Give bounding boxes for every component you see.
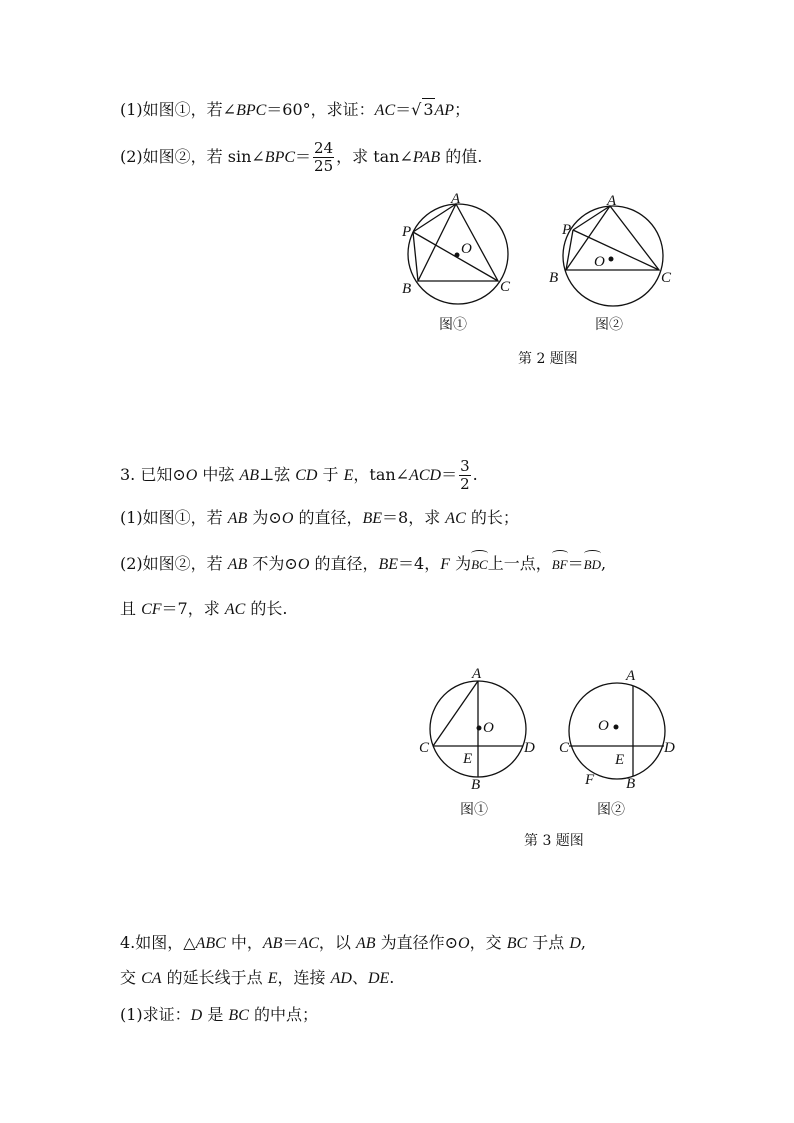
center-point	[477, 726, 482, 731]
text: ＝	[282, 933, 299, 952]
label-a: A	[451, 191, 461, 207]
q2-part1: (1)如图①，若∠BPC＝60°，求证：AC＝√ 3AP；	[120, 100, 471, 119]
text: 于	[317, 465, 344, 484]
math-var: BC	[228, 1007, 249, 1024]
text: (2)如图②，若	[120, 554, 228, 573]
q2-figure-caption: 第 2 题图	[518, 351, 578, 367]
label-c: C	[559, 740, 570, 756]
text: 的中点；	[248, 1005, 318, 1024]
label-b: B	[471, 777, 481, 793]
math-var: AB	[356, 935, 376, 952]
text: ，连接	[277, 968, 331, 987]
q2-part2	[120, 140, 482, 175]
text: ＝4，	[398, 554, 441, 573]
math-var: O	[281, 510, 294, 527]
label-e: E	[463, 751, 473, 767]
text: ，以	[318, 933, 356, 952]
segment-pb	[413, 232, 418, 281]
math-var: BPC	[236, 102, 267, 119]
denominator: 25	[314, 157, 334, 175]
text: 且	[120, 599, 142, 618]
text: 的直径，	[293, 508, 363, 527]
sqrt-radicand: 3	[423, 100, 434, 119]
text: ＝	[567, 554, 584, 573]
label-o: O	[483, 720, 494, 736]
label-c: C	[419, 740, 430, 756]
figure-caption: 图②	[595, 317, 623, 333]
text: 的长；	[465, 508, 519, 527]
math-var: BPC	[264, 149, 296, 166]
math-var: AB	[227, 556, 248, 573]
text: (1)如图①，若	[120, 508, 228, 527]
math-var: CF	[141, 601, 162, 618]
center-point	[455, 253, 460, 258]
numerator: 24	[314, 139, 334, 157]
label-a: A	[472, 666, 482, 682]
math-var: E	[267, 970, 278, 987]
arc-notation: BC	[471, 554, 488, 576]
label-p: P	[562, 222, 572, 238]
text: 上一点，	[487, 554, 552, 573]
label-o: O	[598, 718, 609, 734]
text: ＝7，求	[161, 599, 225, 618]
q3-figure-caption: 第 3 题图	[524, 833, 584, 849]
center-point	[609, 257, 614, 262]
text: (2)如图②，若 sin∠	[120, 147, 265, 166]
label-d: D	[664, 740, 675, 756]
q3-part1	[120, 507, 519, 530]
text: 为⊙	[247, 508, 282, 527]
figure-caption: 图①	[460, 802, 488, 818]
label-a: A	[626, 668, 636, 684]
q3-figure-2	[555, 662, 685, 822]
label-c: C	[661, 270, 672, 286]
text: 不为⊙	[247, 554, 298, 573]
arc-notation: BF	[552, 554, 568, 576]
text: 的长.	[245, 599, 288, 618]
q4-stem	[120, 932, 586, 955]
q3-stem	[120, 458, 478, 493]
math-var: AP	[434, 102, 455, 119]
math-var: O	[185, 467, 198, 484]
text: 的延长线于点	[161, 968, 268, 987]
math-var: F	[440, 556, 450, 573]
arc-notation: BD	[584, 554, 601, 576]
math-var: ACD	[409, 467, 442, 484]
text: ＝	[295, 147, 312, 166]
label-b: B	[549, 270, 559, 286]
math-var: E	[343, 467, 354, 484]
figure-caption: 图①	[439, 317, 467, 333]
text: 、	[351, 968, 368, 987]
text: ＝	[395, 100, 412, 119]
segment-pc	[573, 230, 659, 270]
math-var: ABC	[195, 935, 226, 952]
numerator: 3	[460, 457, 470, 475]
label-a: A	[607, 193, 617, 209]
math-var: BE	[362, 510, 383, 527]
math-var: AB	[239, 467, 260, 484]
fraction	[459, 458, 471, 493]
math-var: DE	[367, 970, 390, 987]
math-var: AB	[227, 510, 248, 527]
text: 于点	[527, 933, 570, 952]
q4-part1	[120, 1004, 318, 1027]
label-d: D	[524, 740, 535, 756]
text: 的值.	[440, 147, 483, 166]
math-var: AD	[330, 970, 352, 987]
figure-caption: 图②	[597, 802, 625, 818]
text: ；	[454, 100, 471, 119]
text: ⊥弦	[259, 465, 296, 484]
text: ，tan∠	[353, 465, 410, 484]
math-var: D	[569, 935, 581, 952]
text: 为	[449, 554, 472, 573]
label-o: O	[594, 254, 605, 270]
q4-stem-continued	[120, 967, 394, 990]
text: .	[472, 465, 478, 484]
q2-figure-1	[395, 186, 525, 336]
q2-figure-2	[545, 186, 685, 336]
segment-pa	[573, 206, 610, 230]
math-var: BE	[378, 556, 399, 573]
q3-figure-1	[415, 662, 545, 822]
math-var: CA	[141, 970, 162, 987]
text: ＝8，求	[382, 508, 446, 527]
text: ＝	[441, 465, 458, 484]
math-var: CD	[295, 467, 318, 484]
math-var: AB	[262, 935, 283, 952]
fraction	[313, 140, 334, 175]
math-var: O	[458, 935, 470, 952]
text: ,	[600, 554, 607, 573]
text: 3. 已知⊙	[120, 465, 186, 484]
math-var: O	[297, 556, 310, 573]
text: 为直径作⊙	[375, 933, 459, 952]
denominator: 2	[460, 475, 470, 493]
q3-part2-continued	[120, 598, 287, 621]
math-var: AC	[224, 601, 246, 618]
text: ＝60°，求证：	[266, 100, 375, 119]
segment-ac	[433, 681, 478, 746]
label-e: E	[615, 752, 625, 768]
text: 中弦	[197, 465, 240, 484]
text: 4.如图，△	[120, 933, 196, 952]
text: ,	[580, 933, 586, 952]
math-var: PAB	[412, 149, 441, 166]
math-var: BC	[506, 935, 528, 952]
q3-part2	[120, 553, 606, 576]
math-var: AC	[298, 935, 319, 952]
text: (1)如图①，若∠	[120, 100, 237, 119]
text: ，交	[469, 933, 507, 952]
text: 是	[202, 1005, 229, 1024]
label-p: P	[402, 224, 412, 240]
math-var: AC	[445, 510, 466, 527]
math-var: D	[190, 1007, 203, 1024]
text: 交	[120, 968, 142, 987]
center-point	[614, 725, 619, 730]
label-o: O	[461, 241, 472, 257]
text: 中，	[225, 933, 263, 952]
label-b: B	[402, 281, 412, 297]
math-var: AC	[374, 102, 396, 119]
text: .	[389, 968, 395, 987]
label-b: B	[626, 776, 636, 792]
text: 的直径，	[309, 554, 379, 573]
label-c: C	[500, 279, 511, 295]
label-f: F	[585, 772, 595, 788]
text: ，求 tan∠	[336, 147, 413, 166]
text: (1)求证：	[120, 1005, 191, 1024]
